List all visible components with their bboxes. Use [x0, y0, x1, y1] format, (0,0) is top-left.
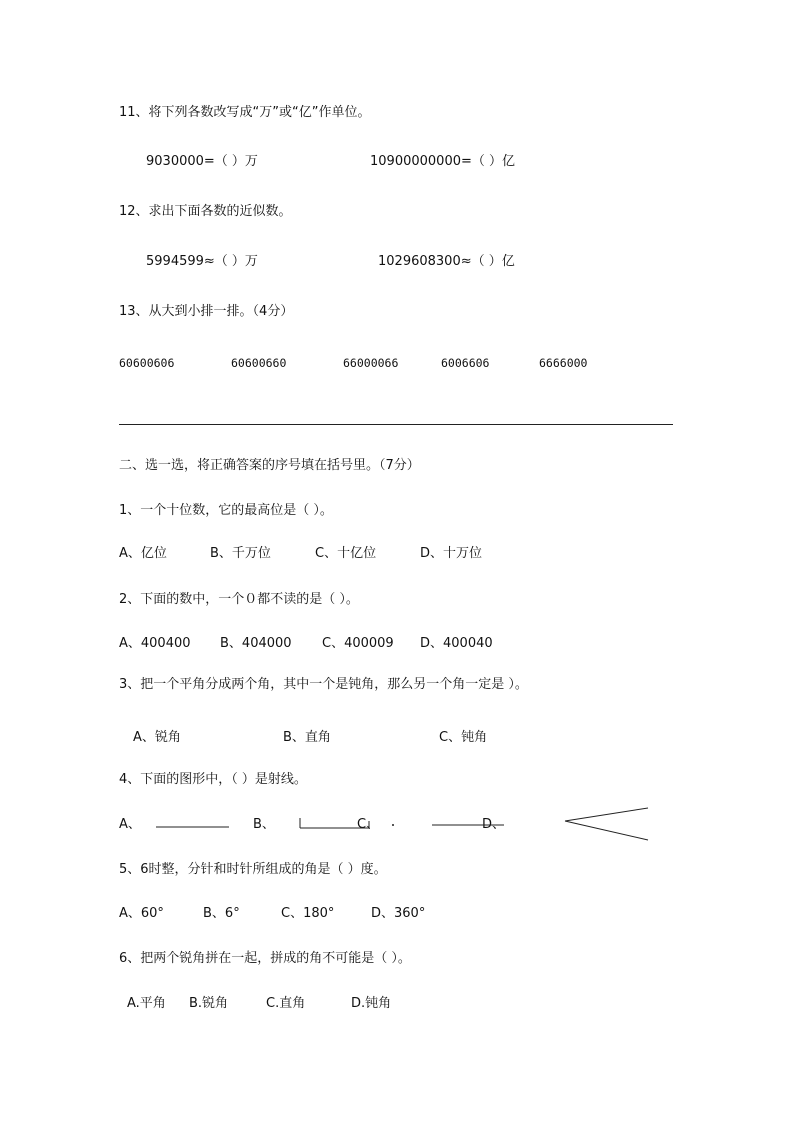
s2-q1-question: 1、一个十位数，它的最高位是（ ）。: [119, 503, 333, 518]
s2-q5-option-a: A、60°: [119, 906, 164, 921]
s2-q3-option-c: C、钝角: [439, 730, 488, 745]
q12-title: 12、求出下面各数的近似数。: [119, 204, 292, 219]
s2-q4-label-b: B、: [253, 817, 275, 832]
q13-number: 6666000: [539, 356, 588, 370]
s2-q5-option-b: B、6°: [203, 906, 240, 921]
q13-title: 13、从大到小排一排。（4分）: [119, 304, 294, 319]
q11-item-1: 9030000=（ ）万: [146, 154, 258, 169]
s2-q4-label-d: D、: [482, 817, 506, 832]
q13-number: 60600606: [119, 356, 175, 370]
s2-q1-option-a: A、亿位: [119, 546, 167, 561]
q12-item-2: 1029608300≈（ ）亿: [378, 254, 515, 269]
s2-q4-label-c: C、: [357, 817, 380, 832]
s2-q6-option-a: A.平角: [127, 996, 166, 1011]
q13-number: 66000066: [343, 356, 399, 370]
section2-title: 二、选一选，将正确答案的序号填在括号里。（7分）: [119, 458, 420, 473]
s2-q1-option-b: B、千万位: [210, 546, 271, 561]
s2-q2-option-d: D、400040: [420, 636, 493, 651]
s2-q5-option-c: C、180°: [281, 906, 335, 921]
s2-q4-question: 4、下面的图形中，（ ）是射线。: [119, 772, 307, 787]
q13-number: 6006606: [441, 356, 490, 370]
figure-c-dot: [392, 824, 394, 826]
q12-item-1: 5994599≈（ ）万: [146, 254, 258, 269]
s2-q2-option-c: C、400009: [322, 636, 394, 651]
s2-q2-question: 2、下面的数中，一个０都不读的是（ ）。: [119, 592, 359, 607]
s2-q5-question: 5、6时整，分针和时针所组成的角是（ ）度。: [119, 862, 387, 877]
s2-q4-label-a: A、: [119, 817, 141, 832]
s2-q2-option-a: A、400400: [119, 636, 191, 651]
s2-q3-option-a: A、锐角: [133, 730, 181, 745]
s2-q6-option-b: B.锐角: [189, 996, 229, 1011]
q11-title: 11、将下列各数改写成“万”或“亿”作单位。: [119, 105, 371, 120]
s2-q3-question: 3、把一个平角分成两个角，其中一个是钝角，那么另一个角一定是 ）。: [119, 677, 528, 692]
q13-number: 60600660: [231, 356, 287, 370]
s2-q6-option-c: C.直角: [266, 996, 306, 1011]
s2-q1-option-d: D、十万位: [420, 546, 483, 561]
s2-q5-option-d: D、360°: [371, 906, 426, 921]
figure-angle-ray-lower: [565, 821, 648, 840]
s2-q2-option-b: B、404000: [220, 636, 292, 651]
s2-q3-option-b: B、直角: [283, 730, 331, 745]
q11-item-2: 10900000000=（ ）亿: [370, 154, 516, 169]
s2-q1-option-c: C、十亿位: [315, 546, 377, 561]
figure-angle-ray-upper: [565, 808, 648, 821]
s2-q6-option-d: D.钝角: [351, 996, 392, 1011]
s2-q6-question: 6、把两个锐角拼在一起，拼成的角不可能是（ ）。: [119, 951, 411, 966]
